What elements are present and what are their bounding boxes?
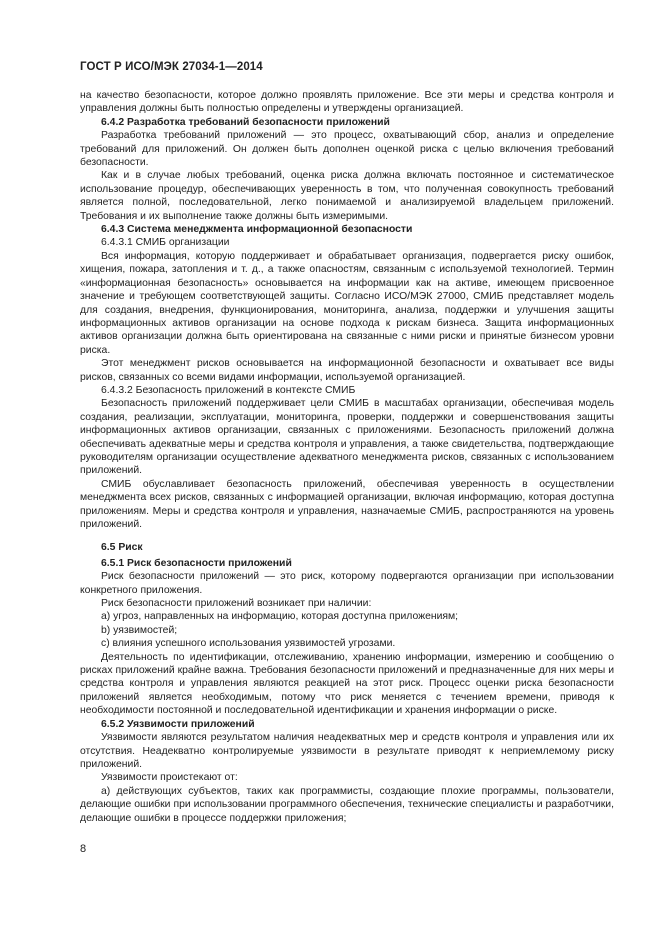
paragraph: Риск безопасности приложений — это риск, которому подвергаются организации при использовании конкретного приложения. xyxy=(80,571,614,596)
list-item: a) действующих субъектов, таких как программисты, создающие плохие программы, пользователи, делающие ошибки при использовании программного обеспечения, технические специалисты и разработчики, делающие ошибки в процессе поддержки приложения; xyxy=(80,785,614,824)
list-item: c) влияния успешного использования уязвимостей угрозами. xyxy=(101,638,396,650)
section-heading: 6.4.3 Система менеджмента информационной безопасности xyxy=(101,224,413,236)
section-heading: 6.5 Риск xyxy=(101,542,143,554)
subsection-heading: 6.4.3.2 Безопасность приложений в контексте СМИБ xyxy=(101,384,356,396)
paragraph: Риск безопасности приложений возникает при наличии: xyxy=(101,598,372,610)
section-heading: 6.5.1 Риск безопасности приложений xyxy=(101,557,292,569)
paragraph: Этот менеджмент рисков основывается на информационной безопасности и охватывает все виды рисков, связанных со всеми видами информации, используемой организацией. xyxy=(80,358,614,383)
paragraph: на качество безопасности, которое должно проявлять приложение. Все эти меры и средства контроля и управления должны быть полностью определены и утверждены организацией. xyxy=(80,90,614,115)
list-item: b) уязвимостей; xyxy=(101,624,178,636)
paragraph: Как и в случае любых требований, оценка риска должна включать постоянное и систематическое использование процедур, обеспечивающих уверенность в том, что полученная совокупность требований является полной, последовательной, легко понимаемой и анализируемой владельцем приложений. Требования и их выполнение также должны быть измеримыми. xyxy=(80,170,614,222)
section-heading: 6.4.2 Разработка требований безопасности приложений xyxy=(101,116,390,128)
section-heading: 6.5.2 Уязвимости приложений xyxy=(101,718,255,730)
paragraph: Разработка требований приложений — это процесс, охватывающий сбор, анализ и определение требований для приложений. Он должен быть дополнен оценкой риска с целью включения требований безопасности. xyxy=(80,130,614,169)
paragraph: Безопасность приложений поддерживает цели СМИБ в масштабах организации, обеспечивая модель создания, реализации, эксплуатации, мониторинга, проверки, поддержки и совершенствования защиты информационных активов организации, связанных с приложениями. Безопасность приложений должна обеспечивать адекватные меры и средства контроля и управления, а также свидетельства, подтверждающие руководителям организации осуществление адекватного менеджмента рисков, связанных с использованием приложений. xyxy=(80,398,614,477)
document-body xyxy=(80,89,614,825)
subsection-heading: 6.4.3.1 СМИБ организации xyxy=(101,237,230,249)
paragraph: СМИБ обуславливает безопасность приложений, обеспечивая уверенность в осуществлении менеджмента всех рисков, связанных с информацией организации, включая информацию, которая доступна приложениям. Меры и средства контроля и управления, назначаемые СМИБ, распространяются на уровень приложений. xyxy=(80,478,614,530)
document-header: ГОСТ Р ИСО/МЭК 27034-1—2014 xyxy=(80,61,263,73)
paragraph: Уязвимости являются результатом наличия неадекватных мер и средств контроля и управления или их отсутствия. Неадекватно контролируемые уязвимости в результате приводят к неприемлемому риску приложений. xyxy=(80,732,614,770)
page-number: 8 xyxy=(80,843,87,855)
paragraph: Деятельность по идентификации, отслеживанию, хранению информации, измерению и сообщению о рисках приложений крайне важна. Требования безопасности приложений и предназначенные для них меры и средства контроля и управления являются реакцией на этот риск. Процесс оценки риска безопасности приложений является необходимым, потому что риск меняется с течением времени, приводя к необходимости постоянной и последовательной идентификации и хранения информации о риске. xyxy=(80,651,614,717)
list-item: a) угроз, направленных на информацию, которая доступна приложениям; xyxy=(101,611,459,623)
paragraph: Вся информация, которую поддерживает и обрабатывает организация, подвергается риску ошибок, хищения, пожара, затопления и т. д., а также опасностям, связанным с используемой технологией. Термин «информационная безопасность» основывается на информации как на активе, имеющем присвоенное значение и требующем соответствующей защиты. Согласно ИСО/МЭК 27000, СМИБ представляет модель для создания, внедрения, функционирования, мониторинга, анализа, поддержки и улучшения защиты информационных активов организации на основе подхода к рискам бизнеса. Защита информационных активов организации должна быть ориентирована на связанные с ними риски и принятые бизнесом уровни риска. xyxy=(80,250,614,356)
paragraph: Уязвимости проистекают от: xyxy=(101,772,238,784)
